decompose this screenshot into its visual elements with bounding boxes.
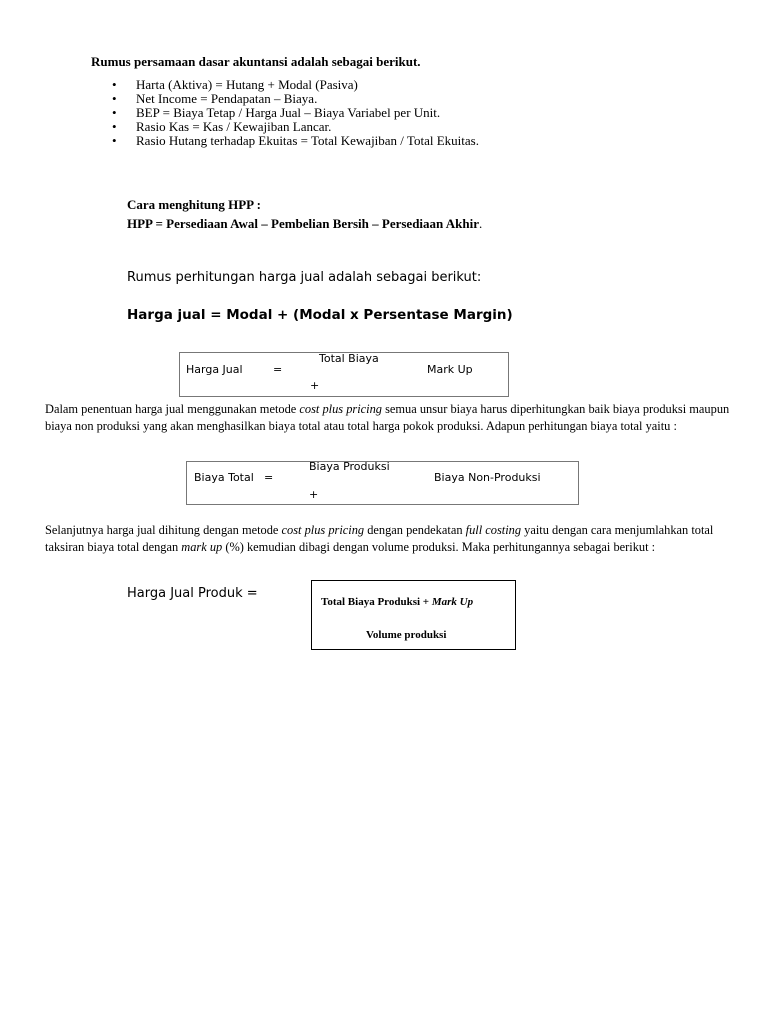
list-item-text: Rasio Hutang terhadap Ekuitas = Total Kewajiban / Total Ekuitas. — [136, 133, 479, 148]
para2-italic-3: mark up — [181, 539, 223, 554]
harga-jual-formula: Harga jual = Modal + (Modal x Persentase Margin) — [127, 307, 513, 323]
box2-equals: = — [264, 471, 274, 484]
list-item-text: BEP = Biaya Tetap / Harga Jual – Biaya Variabel per Unit. — [136, 105, 441, 120]
box1-plus: + — [310, 379, 320, 392]
para2-text-3: yaitu dengan cara menjumlahkan total taksiran biaya total dengan — [45, 523, 714, 554]
para2-text-4: (%) kemudian dibagi dengan volume produksi. Maka perhitungannya sebagai berikut : — [222, 539, 656, 554]
list-item-text: Net Income = Pendapatan – Biaya. — [136, 91, 318, 106]
box3-numerator — [321, 596, 473, 608]
para2-italic-1: cost plus pricing — [281, 523, 365, 537]
box1-top-term: Total Biaya — [319, 352, 379, 365]
para1-text: Dalam penentuan harga jual menggunakan metode — [45, 402, 300, 416]
box3-numerator-italic: Mark Up — [431, 596, 474, 608]
box1-right-term: Mark Up — [427, 363, 473, 376]
formula-list — [112, 78, 479, 148]
box3-numerator-text: Total Biaya Produksi + — [321, 596, 432, 608]
list-item — [112, 120, 479, 134]
box2-top-term: Biaya Produksi — [309, 460, 390, 473]
para1-text-2: semua unsur biaya harus diperhitungkan baik biaya produksi maupun biaya non produksi yang akan menghasilkan biaya total atau total harga pokok produksi. Adapun perhitungan biaya total yaitu : — [45, 402, 730, 433]
para1-italic: cost plus pricing — [299, 402, 382, 416]
paragraph-cost-plus — [45, 401, 735, 434]
list-item — [112, 92, 479, 106]
harga-jual-produk-box — [311, 580, 516, 650]
hpp-formula — [127, 216, 482, 232]
list-item — [112, 106, 479, 120]
section-title-accounting: Rumus persamaan dasar akuntansi adalah sebagai berikut. — [91, 54, 421, 69]
list-item-text: Harta (Aktiva) = Hutang + Modal (Pasiva) — [136, 77, 358, 92]
para2-italic-2: full costing — [465, 523, 522, 537]
bullet-icon: • — [112, 133, 117, 148]
box2-right-term: Biaya Non-Produksi — [434, 471, 541, 484]
para2-text-2: dengan pendekatan — [364, 523, 466, 537]
box3-denominator: Volume produksi — [366, 629, 447, 641]
bullet-icon: • — [112, 77, 117, 92]
box1-equals: = — [273, 363, 283, 376]
paragraph-full-costing — [45, 522, 735, 555]
bullet-icon: • — [112, 119, 117, 134]
biaya-total-formula-box — [186, 461, 579, 505]
box2-label: Biaya Total — [194, 471, 254, 484]
harga-jual-intro: Rumus perhitungan harga jual adalah sebagai berikut: — [127, 270, 482, 285]
bullet-icon: • — [112, 91, 117, 106]
harga-jual-formula-box — [179, 352, 509, 397]
para2-text-1: Selanjutnya harga jual dihitung dengan metode — [45, 523, 282, 537]
hpp-formula-text: HPP = Persediaan Awal – Pembelian Bersih – Persediaan Akhir — [127, 216, 480, 231]
list-item — [112, 134, 479, 148]
hpp-title: Cara menghitung HPP : — [127, 197, 261, 212]
bullet-icon: • — [112, 105, 117, 120]
list-item — [112, 78, 479, 92]
box2-plus: + — [309, 488, 319, 501]
hpp-formula-end: . — [479, 216, 483, 231]
list-item-text: Rasio Kas = Kas / Kewajiban Lancar. — [136, 119, 332, 134]
harga-jual-produk-label: Harga Jual Produk = — [127, 586, 258, 601]
box1-label: Harga Jual — [186, 363, 243, 376]
